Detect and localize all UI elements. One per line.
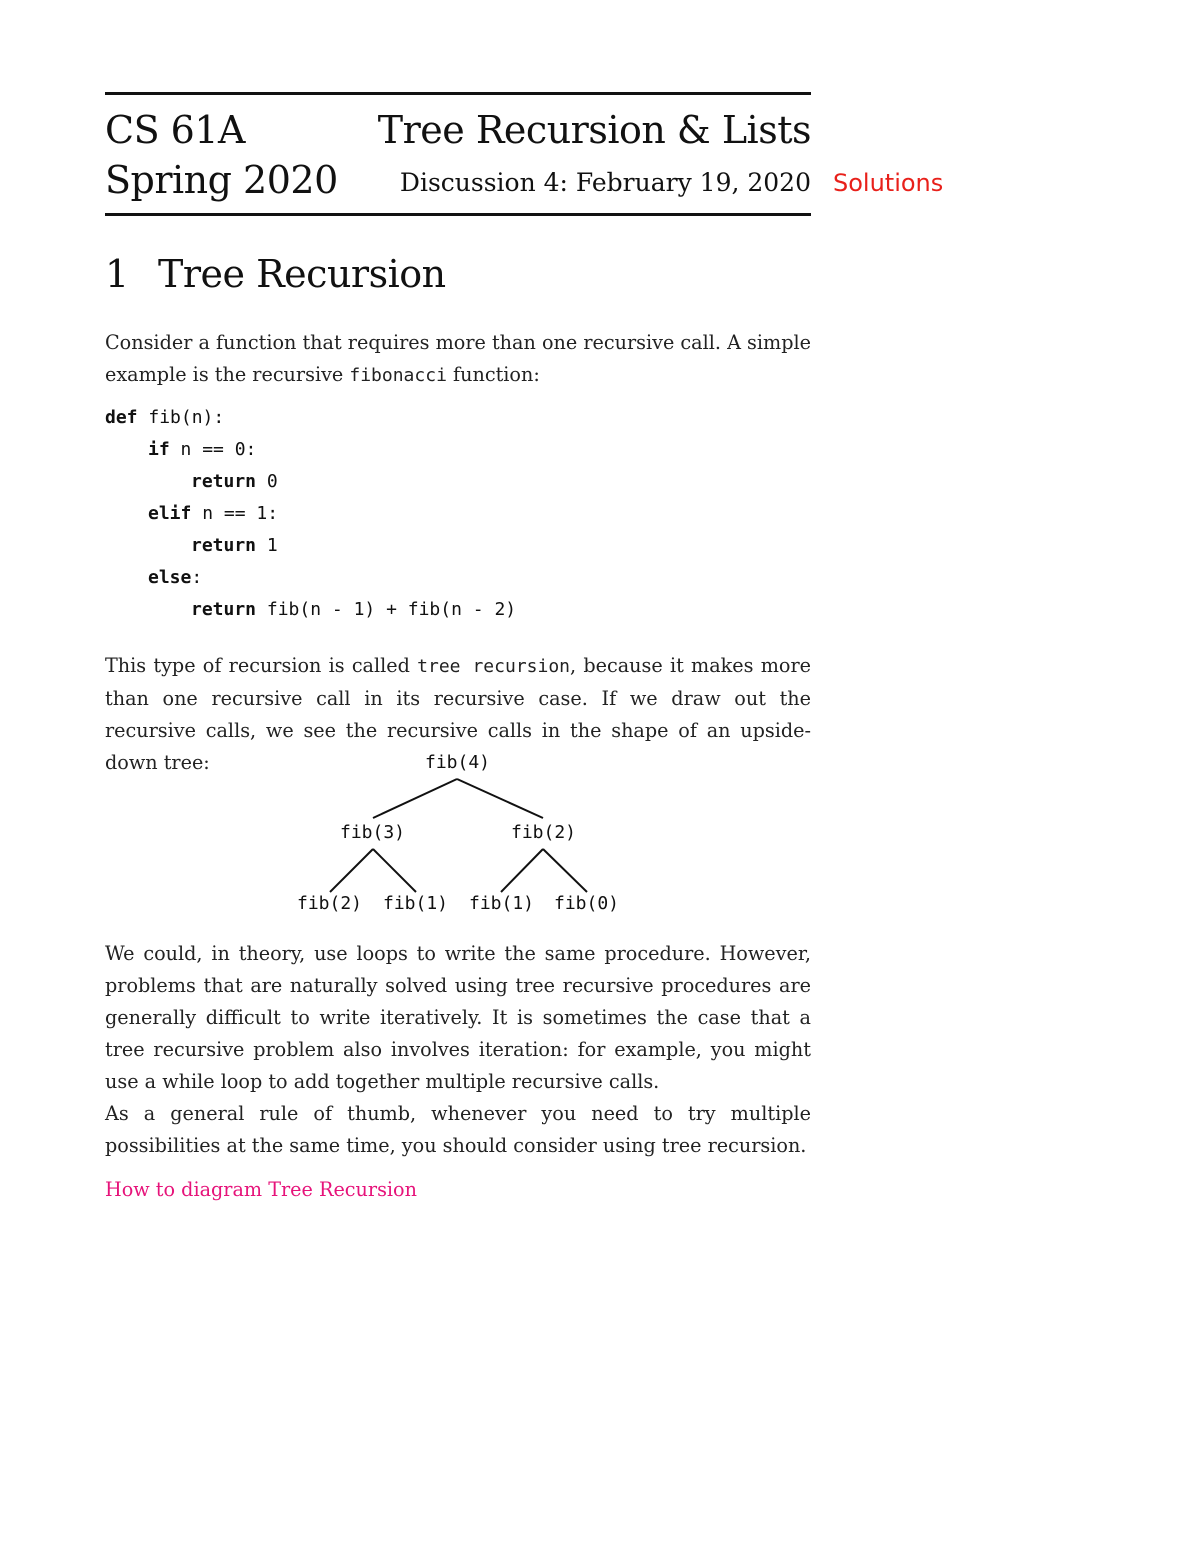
tree-node-left-left: fib(2)	[297, 893, 363, 914]
section-heading	[105, 252, 446, 296]
intro-paragraph	[105, 327, 811, 392]
code-line: return fib(n - 1) + fib(n - 2)	[191, 599, 517, 620]
document-title: Tree Recursion & Lists	[377, 108, 811, 152]
rule-of-thumb-paragraph: As a general rule of thumb, whenever you need to try multiple possibilities at the same time, you should consider using tree recursion.	[105, 1102, 811, 1157]
code-line: if n == 0:	[148, 439, 257, 460]
course-name: CS 61A	[105, 108, 245, 152]
solutions-label: Solutions	[833, 169, 944, 197]
tree-node-right-right: fib(0)	[554, 893, 620, 914]
tree-edge	[373, 849, 416, 892]
code-line: def fib(n):	[105, 407, 225, 428]
term: Spring 2020	[105, 158, 338, 202]
tree-node-right-left: fib(1)	[469, 893, 535, 914]
discussion-date: Discussion 4: February 19, 2020	[399, 168, 811, 197]
tree-node-right: fib(2)	[511, 822, 577, 843]
section-title: Tree Recursion	[158, 252, 446, 296]
explain-paragraph: This type of recursion is called tree recursion, because it makes more than one recursive call in its recursive case. If we draw out the recursive calls, we see the recursive calls in the shape of an upside-down tree:	[105, 654, 812, 774]
inline-code: fibonacci	[349, 365, 447, 386]
code-block	[105, 402, 516, 626]
code-line: elif n == 1:	[148, 503, 279, 524]
tree-edge	[501, 849, 543, 892]
header-top-rule	[105, 92, 811, 95]
tree-edge	[543, 849, 587, 892]
intro-line-1: Consider a function that requires more than one recursive call. A simple	[105, 331, 811, 354]
tree-edge	[373, 779, 457, 818]
tree-edge	[330, 849, 373, 892]
intro-line-2: example is the recursive fibonacci function:	[105, 363, 540, 386]
tree-recursion-diagram-link[interactable]: How to diagram Tree Recursion	[105, 1178, 417, 1201]
tree-edge	[457, 779, 543, 818]
tree-node-left-right: fib(1)	[383, 893, 449, 914]
loops-paragraph: We could, in theory, use loops to write the same procedure. However, problems that are naturally solved using tree recursive procedures are generally difficult to write iteratively. It is sometimes the case that a tree recursive problem also involves iteration: for example, you might use a while loop to add together multiple recursive calls.	[105, 942, 811, 1093]
section-number: 1	[105, 252, 129, 296]
code-line: return 0	[191, 471, 278, 492]
tree-node-root: fib(4)	[425, 752, 491, 773]
inline-code: tree recursion	[417, 656, 571, 677]
tree-node-left: fib(3)	[340, 822, 406, 843]
code-line: return 1	[191, 535, 278, 556]
header-bottom-rule	[105, 213, 811, 216]
code-line: else:	[148, 567, 203, 588]
